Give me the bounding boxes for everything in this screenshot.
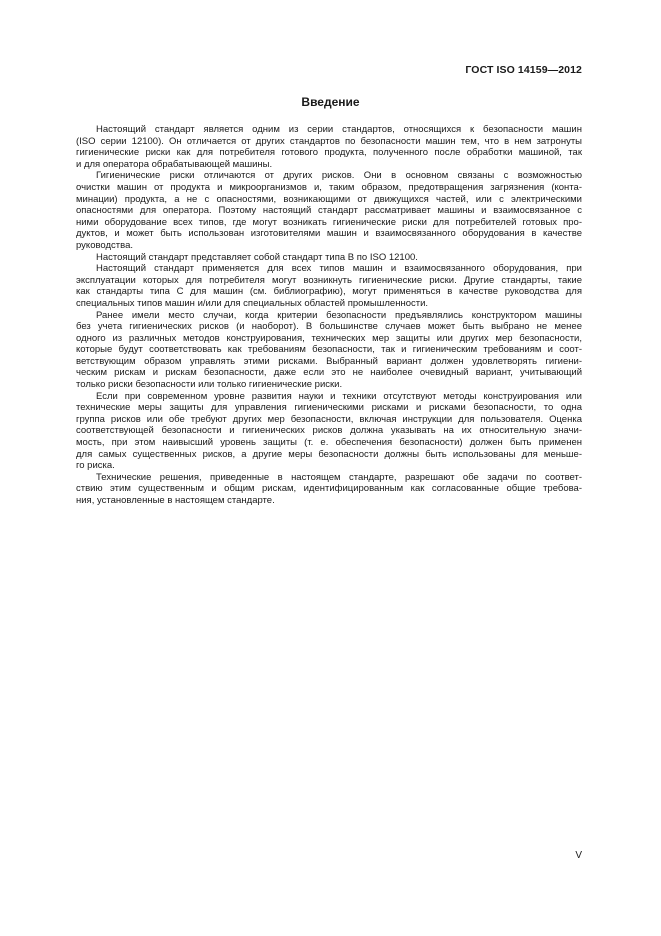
text-line: мость, при этом наивысший уровень защиты (т. е. обеспечения безопасности) должен быть применен (76, 437, 582, 449)
text-line: как стандарты типа С для машин (см. библиографию), могут применяться в качестве руководства для (76, 286, 582, 298)
text-line: технические меры защиты для управления гигиеническими рисками и рисками безопасности, то одна (76, 402, 582, 414)
text-line: гигиенические риски как для потребителя готового продукта, полученного после обработки машиной, так (76, 147, 582, 159)
text-line: и для оператора обрабатывающей машины. (76, 158, 273, 170)
text-line: специальных типов машин и/или для специальных областей промышленности. (76, 297, 429, 309)
text-line: минации) продукта, а не с опасностями, возникающими от движущихся частей, или с электрическими (76, 193, 582, 205)
text-line: одного из различных методов конструирования, технических мер защиты или других мер безопасности, (76, 332, 582, 344)
text-line: которые будут соответствовать как требованиям безопасности, так и гигиеническим требованиям и соот- (76, 344, 582, 356)
text-line: Настоящий стандарт представляет собой стандарт типа В по ISO 12100. (96, 251, 418, 263)
text-line: дуктов, и может быть использован изготовителями машин и взаимосвязанного оборудования в качестве (76, 228, 582, 240)
text-line: для самых существенных рисков, а другие меры безопасности должны быть использованы для меньше- (76, 448, 582, 460)
text-line: го риска. (76, 460, 115, 472)
text-line: без учета гигиенических рисков (и наоборот). В большинстве случаев может быть выбрано не менее (76, 321, 582, 333)
text-line: Если при современном уровне развития науки и техники отсутствуют методы конструирования или (96, 390, 582, 402)
text-line: Гигиенические риски отличаются от других рисков. Они в основном связаны с возможностью (96, 170, 582, 182)
text-line: ния, установленные в настоящем стандарте. (76, 495, 275, 506)
document-standard-code: ГОСТ ISO 14159—2012 (465, 64, 582, 76)
text-line: ческим рискам и рискам безопасности, даже если это не наиболее очевидный вариант, учитывающий (76, 367, 582, 379)
text-line: руководства. (76, 239, 133, 251)
text-line: очистки машин от продукта и микроорганизмов и, таким образом, предотвращения загрязнения (конта- (76, 181, 582, 193)
text-line: группа рисков или обе требуют других мер безопасности, включая инструкции для пользователя. Оценка (76, 413, 582, 425)
section-title: Введение (301, 95, 360, 109)
text-line: ствию этим существенным и общим рискам, идентифицированным как согласованные общие требова- (76, 483, 582, 495)
text-line: соответствующей безопасности и гигиенических рисков должна указывать на их относительную значи- (76, 425, 582, 437)
text-line: (ISO серии 12100). Он отличается от других стандартов по безопасности машин тем, что в нем затронуты (76, 135, 582, 147)
text-line: Настоящий стандарт является одним из серии стандартов, относящихся к безопасности машин (96, 124, 582, 135)
introduction-body (76, 124, 582, 507)
text-line: Технические решения, приведенные в настоящем стандарте, разрешают обе задачи по соответ- (96, 471, 582, 483)
text-line: ветствующим образом управлять этими рисками. Выбранный вариант должен удовлетворять гигиени- (76, 355, 582, 367)
text-line: Настоящий стандарт применяется для всех типов машин и взаимосвязанного оборудования, при (96, 263, 582, 275)
text-line: ними оборудование всех типов, где могут возникать гигиенические риски для потребителей готовых про- (76, 216, 582, 228)
text-line: опасностями для оператора. Поэтому настоящий стандарт рассматривает машины и взаимосвязанное с (76, 205, 582, 217)
page-number: V (575, 850, 582, 861)
text-line: эксплуатации которых для потребителя могут возникнуть гигиенические риски. Другие стандарты, такие (76, 274, 582, 286)
text-line: только риски безопасности или только гигиенические риски. (76, 379, 343, 391)
text-line: Ранее имели место случаи, когда критерии безопасности предъявлялись конструктором машины (96, 309, 582, 321)
